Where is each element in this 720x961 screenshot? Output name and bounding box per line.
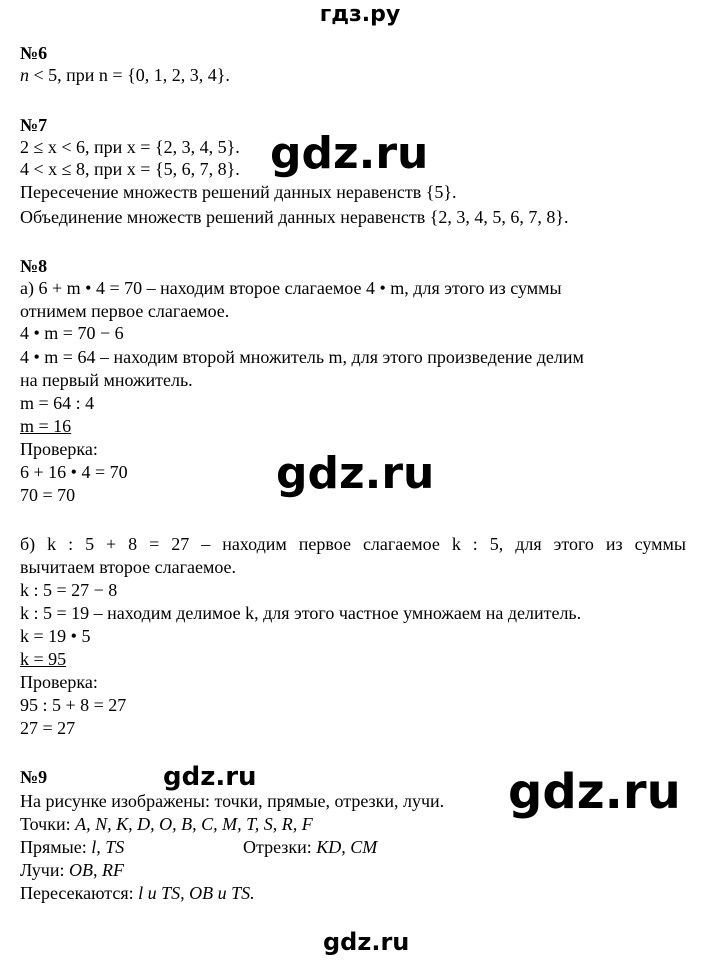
task7-title: №7 <box>20 115 48 135</box>
task7-line2: 4 < x ≤ 8, при x = {5, 6, 7, 8}. <box>20 159 240 179</box>
task8-a-check-line1: 6 + 16 • 4 = 70 <box>20 462 128 482</box>
task8-a-answer: m = 16 <box>20 416 72 436</box>
watermark-1: gdz.ru <box>270 128 429 179</box>
task9-segments <box>243 836 377 858</box>
task6-line1 <box>20 64 230 86</box>
task7-line1: 2 ≤ x < 6, при x = {2, 3, 4, 5}. <box>20 137 240 157</box>
task9-segments-label: Отрезки: <box>243 837 317 857</box>
task9-lines-label: Прямые: <box>20 837 92 857</box>
task8-a-line1: а) 6 + m • 4 = 70 – находим второе слагаемое 4 • m, для этого из суммы <box>20 278 562 298</box>
task9-rays-value: OB, RF <box>68 860 124 880</box>
task7-line3: Пересечение множеств решений данных неравенств {5}. <box>20 182 457 202</box>
task8-a-line5: на первый множитель. <box>20 370 193 390</box>
task9-intersect <box>20 882 255 904</box>
task9-points <box>20 813 313 835</box>
task8-a-check-label: Проверка: <box>20 439 98 459</box>
task8-b-line4: k : 5 = 19 – находим делимое k, для этого частное умножаем на делитель. <box>20 603 582 623</box>
task8-b-line1: б) k : 5 + 8 = 27 – находим первое слагаемое k : 5, для этого из суммы <box>20 534 686 554</box>
task9-segments-value: KD, CM <box>316 837 378 857</box>
task8-b-line5: k = 19 • 5 <box>20 626 91 646</box>
task9-points-value: A, N, K, D, O, B, C, M, T, S, R, F <box>75 814 313 834</box>
task8-b-answer: k = 95 <box>20 649 67 669</box>
watermark-5: gdz.ru <box>323 928 410 956</box>
watermark-3: gdz.ru <box>163 762 257 792</box>
task9-lines <box>20 836 124 858</box>
task9-intersect-label: Пересекаются: <box>20 883 139 903</box>
task8-b-line2: вычитаем второе слагаемое. <box>20 557 237 577</box>
task8-a-line6: m = 64 : 4 <box>20 393 95 413</box>
site-header: гдз.ру <box>319 2 401 27</box>
task9-rays <box>20 859 124 881</box>
task8-a-line2: отнимем первое слагаемое. <box>20 301 230 321</box>
task9-points-label: Точки: <box>20 814 76 834</box>
watermark-4: gdz.ru <box>508 764 681 820</box>
task8-a-line3: 4 • m = 70 − 6 <box>20 323 124 343</box>
task8-b-line3: k : 5 = 27 − 8 <box>20 580 118 600</box>
watermark-2: gdz.ru <box>276 448 435 499</box>
task8-a-line4: 4 • m = 64 – находим второй множитель m, для этого произведение делим <box>20 347 584 367</box>
task9-intersect-value: l и TS, OB и TS. <box>138 883 255 903</box>
task9-line1: На рисунке изображены: точки, прямые, отрезки, лучи. <box>20 791 445 811</box>
task7-line4: Объединение множеств решений данных неравенств {2, 3, 4, 5, 6, 7, 8}. <box>20 207 569 227</box>
task8-b-check-line2: 27 = 27 <box>20 718 76 738</box>
task9-rays-label: Лучи: <box>20 860 69 880</box>
task9-title: №9 <box>20 767 48 787</box>
task6-var: n <box>20 65 29 85</box>
task6-title: №6 <box>20 43 48 63</box>
task6-text: < 5, при n = {0, 1, 2, 3, 4}. <box>29 65 230 85</box>
task8-b-check-line1: 95 : 5 + 8 = 27 <box>20 695 127 715</box>
task8-title: №8 <box>20 256 48 276</box>
task8-a-check-line2: 70 = 70 <box>20 485 76 505</box>
task9-lines-value: l, TS <box>91 837 125 857</box>
task8-b-check-label: Проверка: <box>20 672 98 692</box>
